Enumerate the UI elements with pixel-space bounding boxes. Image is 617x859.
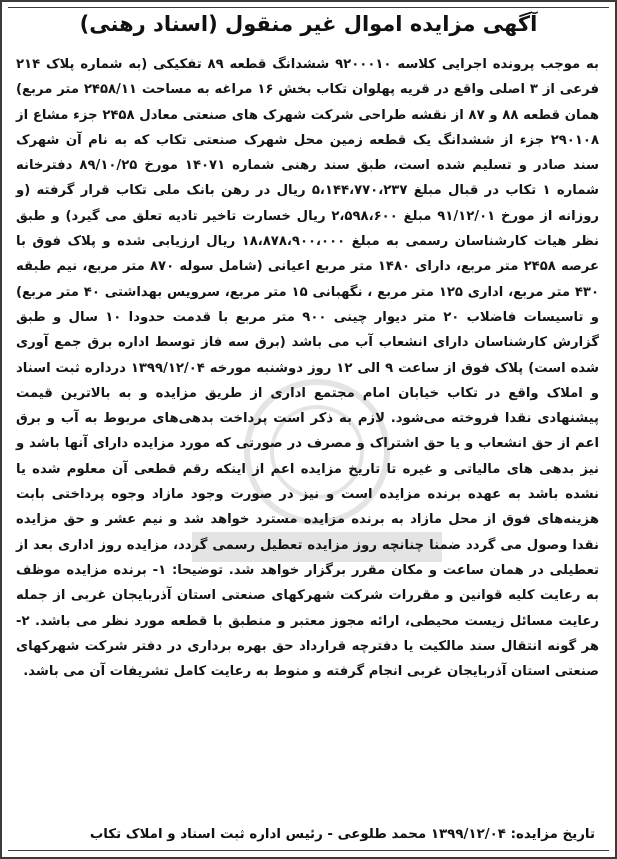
notice-body-paragraph: به موجب پرونده اجرایی کلاسه ۹۲۰۰۰۱۰ ششدانگ قطعه ۸۹ تفکیکی (به شماره پلاک ۲۱۴ فرعی از ۳ اصلی واقع در قریه پهلوان تکاب بخش ۱۶ مراغه به مساحت ۲۴۵۸/۱۱ متر مربع) همان قطعه ۸۸ و ۸۷ از نقشه طراحی شرکت شهرک های صنعتی معادل ۲۴۵۸ جزء مشاع از ۲۹۰۱۰۸ جزء از ششدانگ یک قطعه زمین محل شهرک صنعتی تکاب که به نام آن شهرک سند صادر و تسلیم شده است، طبق سند رهنی شماره ۱۴۰۷۱ مورخ ۸۹/۱۰/۲۵ دفترخانه شماره ۱ تکاب در قبال مبلغ ۵،۱۴۴،۷۷۰،۲۳۷ ریال در رهن بانک ملی تکاب قرار گرفته (و روزانه از مورخ ۹۱/۱۲/۰۱ مبلغ ۲،۵۹۸،۶۰۰ ریال خسارت تاخیر تادیه تعلق می گیرد) و طبق نظر هیات کارشناسان رسمی به مبلغ ۱۸،۸۷۸،۹۰۰،۰۰۰ ریال ارزیابی شده و پلاک فوق با عرصه ۲۴۵۸ متر مربع، دارای ۱۴۸۰ متر مربع اعیانی (شامل سوله ۸۷۰ متر مربع، نیم طبقه ۴۳۰ متر مربع، اداری ۱۲۵ متر مربع ، نگهبانی ۱۵ متر مربع، سرویس بهداشتی ۴۰ متر مربع) و تاسیسات فاضلاب ۲۰ متر دیوار چینی ۹۰۰ متر مربع با قدمت حدودا ۱۰ سال و طبق گزارش کارشناسان دارای انشعاب آب می باشد (برق سه فاز توسط اداره برق جمع آوری شده است) پلاک فوق از ساعت ۹ الی ۱۲ روز دوشنبه مورخه ۱۳۹۹/۱۲/۰۴ درداره ثبت اسناد و املاک واقع در تکاب خیابان امام مجتمع اداری از طریق مزایده و به بالاترین قیمت پیشنهادی نقدا فروخته می‌شود. لازم به ذکر است پرداخت بدهی‌های مربوط به آب و برق اعم از حق انشعاب و یا حق اشتراک و مصرف در صورتی که مورد مزایده دارای آنها باشد و نیز بدهی های مالیاتی و غیره تا تاریخ مزایده اعم از اینکه رقم قطعی آن معلوم شده یا نشده باشد به عهده برنده مزایده است و نیز در صورت وجود مازاد وجوه پرداختی بابت هزینه‌های فوق از محل مازاد به برنده مزایده مسترد خواهد شد و نیم عشر و حق مزایده نقدا وصول می گردد ضمنا چنانچه روز مزایده تعطیل رسمی گردد، مزایده روز اداری بعد از تعطیلی در همان ساعت و مکان مقرر برگزار خواهد شد. توضیحا: ۱- برنده مزایده موظف به رعایت کلیه قوانین و مقررات شرکت شهرکهای صنعتی استان آذربایجان غربی از جمله رعایت مسائل زیست محیطی، ارائه مجوز معتبر و منطبق با قطعه مورد نظر می باشد. ۲- هر گونه انتقال سند مالکیت یا دفترچه قرارداد حق بهره برداری در دفتر شرکت شهرکهای صنعتی استان آذربایجان غربی انجام گرفته و منوط به رعایت کامل تشریفات آن می باشد. (16, 57, 600, 680)
notice-title: آگهی مزایده اموال غیر منقول (اسناد رهنی) (79, 12, 538, 36)
bottom-rule (8, 850, 609, 851)
notice-body (16, 52, 599, 684)
top-rule (8, 7, 609, 8)
notice-footer: تاریخ مزایده: ۱۳۹۹/۱۲/۰۴ محمد طلوعی - رئیس اداره ثبت اسناد و املاک تکاب (89, 827, 595, 842)
